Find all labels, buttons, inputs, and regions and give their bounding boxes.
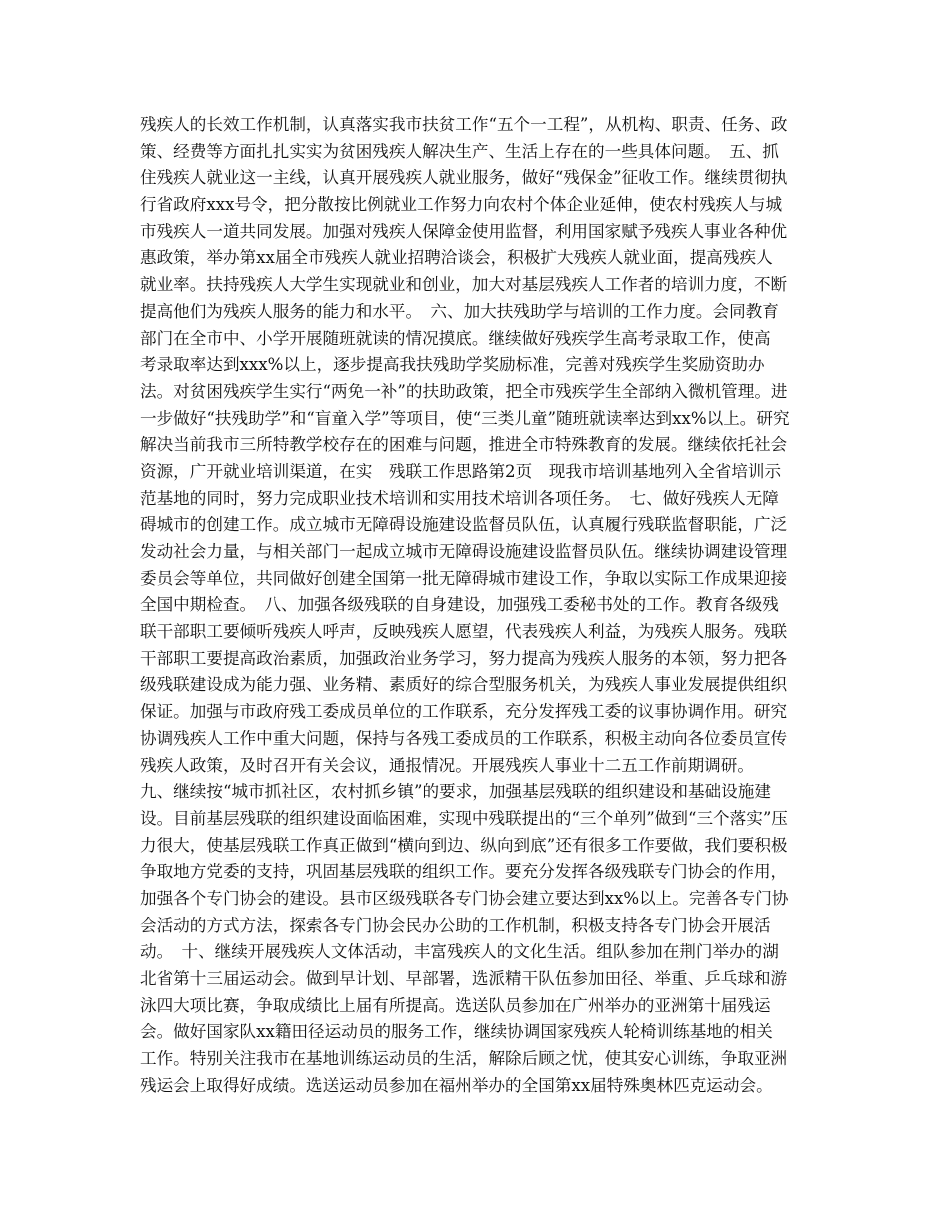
text-line: 残疾人的长效工作机制，认真落实我市扶贫工作“五个一工程”，从机构、职责、任务、政 bbox=[140, 115, 788, 134]
text-line: 委员会等单位，共同做好创建全国第一批无障碍城市建设工作，争取以实际工作成果迎接 bbox=[140, 568, 788, 588]
text-line: 干部职工要提高政治素质，加强政治业务学习，努力提高为残疾人服务的本领，努力把各 bbox=[140, 648, 788, 668]
text-line: 残疾人政策，及时召开有关会议，通报情况。开展残疾人事业十二五工作前期调研。 bbox=[140, 755, 754, 775]
document-body bbox=[140, 112, 812, 1099]
text-line: 发动社会力量，与相关部门一起成立城市无障碍设施建设监督员队伍。继续协调建设管理 bbox=[140, 542, 788, 561]
text-line: 会活动的方式方法，探索各专门协会民办公助的工作机制，积极支持各专门协会开展活 bbox=[140, 915, 771, 935]
text-line: 设。目前基层残联的组织建设面临困难，实现中残联提出的“三个单列”做到“三个落实”压 bbox=[140, 808, 788, 828]
text-line: 范基地的同时，努力完成职业技术培训和实用技术培训各项任务。 七、做好残疾人无障 bbox=[140, 488, 779, 508]
text-line: 资源，广开就业培训渠道，在实 残联工作思路第2页 现我市培训基地列入全省培训示 bbox=[140, 461, 782, 481]
text-line: 部门在全市中、小学开展随班就读的情况摸底。继续做好残疾学生高考录取工作，使高 bbox=[140, 328, 771, 348]
text-line: 解决当前我市三所特教学校存在的困难与问题，推进全市特殊教育的发展。继续依托社会 bbox=[140, 435, 788, 455]
text-line: 碍城市的创建工作。成立城市无障碍设施建设监督员队伍，认真履行残联监督职能，广泛 bbox=[140, 515, 788, 535]
text-line: 北省第十三届运动会。做到早计划、早部署，选派精干队伍参加田径、举重、乒乓球和游 bbox=[140, 969, 788, 988]
text-line: 工作。特别关注我市在基地训练运动员的生活，解除后顾之忧，使其安心训练，争取亚洲 bbox=[140, 1049, 788, 1069]
text-line: 力很大，使基层残联工作真正做到“横向到边、纵向到底”还有很多工作要做，我们要积极 bbox=[140, 835, 788, 855]
text-line: 联干部职工要倾听残疾人呼声，反映残疾人愿望，代表残疾人利益，为残疾人服务。残联 bbox=[140, 622, 788, 642]
text-line: 行省政府xxx号令，把分散按比例就业工作努力向农村个体企业延伸，使农村残疾人与城 bbox=[140, 195, 783, 215]
text-line: 提高他们为残疾人服务的能力和水平。 六、加大扶残助学与培训的工作力度。会同教育 bbox=[140, 301, 779, 321]
text-line: 泳四大项比赛，争取成绩比上届有所提高。选送队员参加在广州举办的亚洲第十届残运 bbox=[140, 995, 771, 1015]
text-line: 动。 十、继续开展残疾人文体活动，丰富残疾人的文化生活。组队参加在荆门举办的湖 bbox=[140, 942, 779, 962]
text-line: 保证。加强与市政府残工委成员单位的工作联系，充分发挥残工委的议事协调作用。研究 bbox=[140, 702, 788, 722]
text-line: 会。做好国家队xx籍田径运动员的服务工作，继续协调国家残疾人轮椅训练基地的相关 bbox=[140, 1022, 773, 1042]
text-line: 市残疾人一道共同发展。加强对残疾人保障金使用监督，利用国家赋予残疾人事业各种优 bbox=[140, 221, 788, 241]
text-line: 就业率。扶持残疾人大学生实现就业和创业，加大对基层残疾人工作者的培训力度，不断 bbox=[140, 275, 788, 295]
text-line: 加强各个专门协会的建设。县市区级残联各专门协会建立要达到xx%以上。完善各专门协 bbox=[140, 888, 789, 908]
text-line: 法。对贫困残疾学生实行“两免一补”的扶助政策，把全市残疾学生全部纳入微机管理。进 bbox=[140, 381, 788, 401]
text-line: 全国中期检查。 八、加强各级残联的自身建设，加强残工委秘书处的工作。教育各级残 bbox=[140, 595, 779, 615]
text-line: 争取地方党委的支持，巩固基层残联的组织工作。要充分发挥各级残联专门协会的作用， bbox=[140, 862, 788, 882]
text-line: 惠政策，举办第xx届全市残疾人就业招聘洽谈会，积极扩大残疾人就业面，提高残疾人 bbox=[140, 248, 773, 268]
text-line: 住残疾人就业这一主线，认真开展残疾人就业服务，做好“残保金”征收工作。继续贯彻执 bbox=[140, 168, 788, 188]
text-line: 残运会上取得好成绩。选送运动员参加在福州举办的全国第xx届特殊奥林匹克运动会。 bbox=[140, 1075, 773, 1095]
text-line: 九、继续按“城市抓社区，农村抓乡镇”的要求，加强基层残联的组织建设和基础设施建 bbox=[140, 782, 771, 802]
text-line: 协调残疾人工作中重大问题，保持与各残工委成员的工作联系，积极主动向各位委员宣传 bbox=[140, 728, 788, 748]
text-line: 级残联建设成为能力强、业务精、素质好的综合型服务机关，为残疾人事业发展提供组织 bbox=[140, 675, 788, 695]
text-line: 一步做好“扶残助学”和“盲童入学”等项目，使“三类儿童”随班就读率达到xx%以上。研究 bbox=[140, 408, 790, 428]
text-line: 考录取率达到xxx%以上，逐步提高我扶残助学奖励标准，完善对残疾学生奖励资助办 bbox=[140, 355, 765, 375]
text-line: 策、经费等方面扎扎实实为贫困残疾人解决生产、生活上存在的一些具体问题。 五、抓 bbox=[140, 141, 779, 161]
